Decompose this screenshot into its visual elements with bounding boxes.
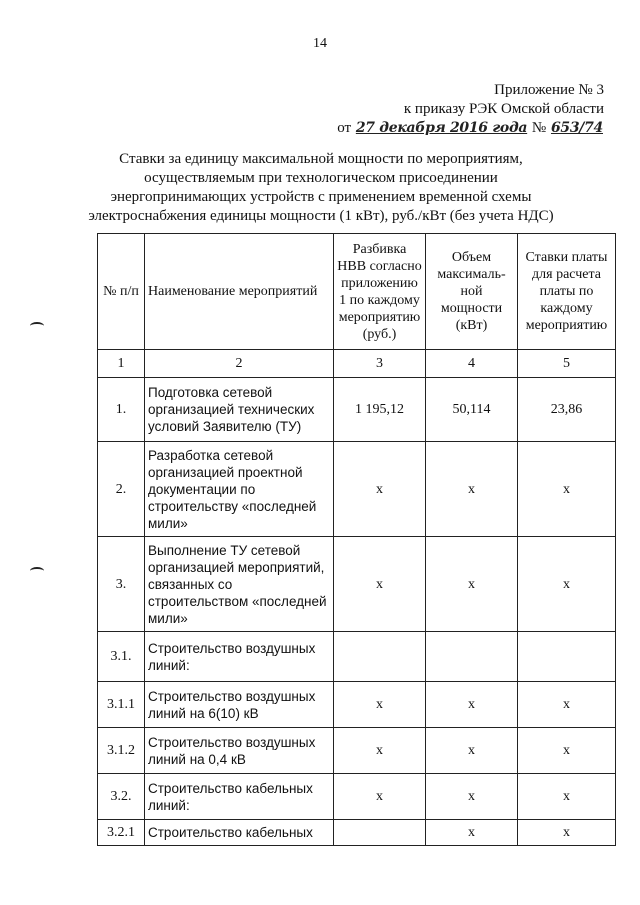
row-name: Строительство воздушных линий на 6(10) кВ <box>145 682 334 728</box>
rates-table <box>97 233 616 846</box>
row-name: Разработка сетевой организацией проектной документации по строительству «последней мили» <box>145 442 334 537</box>
row-power <box>426 632 518 682</box>
row-num: 3.1.2 <box>98 728 145 774</box>
table-row <box>98 378 616 442</box>
column-number: 2 <box>145 350 334 378</box>
appendix-block <box>337 81 604 138</box>
order-number-prefix: № <box>531 120 547 136</box>
row-num: 3.1. <box>98 632 145 682</box>
document-title: Ставки за единицу максимальной мощности по мероприятиям, осуществляемым при технологическом присоединении энергопринимающих устройств с применением временной схемы электроснабжения единицы мощности (1 кВт), руб./кВт (без учета НДС) <box>88 151 554 224</box>
row-num: 3.1.1 <box>98 682 145 728</box>
handwritten-number: 653/74 <box>550 120 603 136</box>
hole-punch-mark <box>30 322 44 330</box>
row-power: х <box>426 537 518 632</box>
row-nvv: х <box>334 682 426 728</box>
column-number: 3 <box>334 350 426 378</box>
row-nvv <box>334 632 426 682</box>
row-power: х <box>426 682 518 728</box>
header-rate: Ставки платы для расчета платы по каждому мероприятию <box>518 234 616 350</box>
row-nvv: х <box>334 728 426 774</box>
row-rate: х <box>518 728 616 774</box>
row-num: 3.2.1 <box>98 820 145 846</box>
row-power: х <box>426 820 518 846</box>
row-nvv: 1 195,12 <box>334 378 426 442</box>
column-number: 4 <box>426 350 518 378</box>
appendix-order-date-line <box>337 119 604 138</box>
table-row <box>98 774 616 820</box>
table-row <box>98 820 616 846</box>
row-name: Строительство кабельных <box>145 820 334 846</box>
row-nvv: х <box>334 442 426 537</box>
row-rate: х <box>518 820 616 846</box>
row-rate: х <box>518 774 616 820</box>
row-power: х <box>426 774 518 820</box>
header-num: № п/п <box>98 234 145 350</box>
row-rate: х <box>518 442 616 537</box>
row-rate: х <box>518 682 616 728</box>
page-number: 14 <box>313 36 327 51</box>
row-name: Подготовка сетевой организацией технических условий Заявителю (ТУ) <box>145 378 334 442</box>
appendix-order-ref: к приказу РЭК Омской области <box>403 101 604 117</box>
row-power: х <box>426 728 518 774</box>
column-number-row <box>98 350 616 378</box>
row-nvv: х <box>334 774 426 820</box>
row-rate: 23,86 <box>518 378 616 442</box>
row-nvv: х <box>334 537 426 632</box>
table-row <box>98 442 616 537</box>
hole-punch-mark <box>30 567 44 575</box>
row-power: х <box>426 442 518 537</box>
column-number: 1 <box>98 350 145 378</box>
row-name: Строительство воздушных линий: <box>145 632 334 682</box>
row-num: 3.2. <box>98 774 145 820</box>
row-num: 2. <box>98 442 145 537</box>
row-name: Строительство воздушных линий на 0,4 кВ <box>145 728 334 774</box>
row-power: 50,114 <box>426 378 518 442</box>
order-prefix: от <box>337 120 352 136</box>
column-number: 5 <box>518 350 616 378</box>
appendix-title: Приложение № 3 <box>494 82 604 98</box>
table-row <box>98 632 616 682</box>
header-name: Наименование мероприятий <box>145 234 334 350</box>
table-row <box>98 537 616 632</box>
row-name: Выполнение ТУ сетевой организацией мероприятий, связанных со строительством «последней мили» <box>145 537 334 632</box>
row-rate <box>518 632 616 682</box>
header-power: Объем максималь-ной мощности (кВт) <box>426 234 518 350</box>
row-nvv <box>334 820 426 846</box>
table-row <box>98 728 616 774</box>
handwritten-date: 27 декабря 2016 года <box>355 120 528 136</box>
header-row <box>98 234 616 350</box>
row-name: Строительство кабельных линий: <box>145 774 334 820</box>
table-row <box>98 682 616 728</box>
row-rate: х <box>518 537 616 632</box>
row-num: 1. <box>98 378 145 442</box>
row-num: 3. <box>98 537 145 632</box>
header-nvv: Разбивка НВВ согласно приложению 1 по каждому мероприятию (руб.) <box>334 234 426 350</box>
